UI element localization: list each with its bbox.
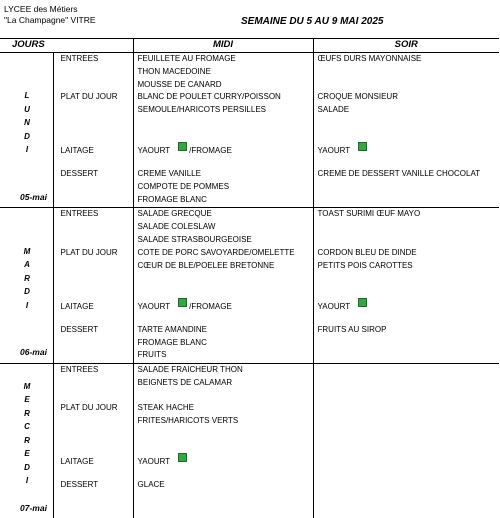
dish-item: PETITS POIS CAROTTES	[317, 260, 413, 270]
day-cell	[0, 53, 53, 208]
category-label: PLAT DU JOUR	[60, 247, 118, 257]
soir-cell	[313, 53, 499, 92]
category-cell	[53, 363, 133, 402]
dish-item: YAOURT	[137, 301, 171, 311]
midi-cell	[133, 247, 313, 298]
category-label: LAITAGE	[60, 146, 94, 156]
day-date: 06-mai	[20, 347, 47, 358]
day-letter: I	[25, 476, 29, 486]
dish-item: FRUITS	[137, 350, 167, 360]
category-cell	[53, 247, 133, 298]
midi-cell	[133, 298, 313, 324]
day-name	[22, 380, 32, 488]
category-label: ENTREES	[60, 209, 99, 219]
category-label: ENTREES	[60, 364, 99, 374]
category-label: PLAT DU JOUR	[60, 92, 118, 102]
dish-item: SALADE GRECQUE	[137, 209, 212, 219]
dish-item: CREME VANILLE	[137, 169, 201, 179]
day-letter: D	[24, 287, 30, 297]
dish-item: TARTE AMANDINE	[137, 324, 208, 334]
day-letter: I	[25, 300, 29, 310]
soir-cell	[313, 208, 499, 247]
column-header-jours: JOURS	[0, 39, 133, 53]
dish-item: YAOURT	[137, 146, 171, 156]
category-label: DESSERT	[60, 169, 99, 179]
column-header-midi: MIDI	[133, 39, 313, 53]
category-label: LAITAGE	[60, 301, 94, 311]
category-cell	[53, 53, 133, 92]
category-label: DESSERT	[60, 324, 99, 334]
day-letter: A	[24, 260, 30, 270]
dish-item: FROMAGE BLANC	[137, 194, 207, 204]
day-letter: I	[25, 145, 29, 155]
school-header	[4, 4, 96, 26]
day-letter: R	[24, 435, 30, 445]
dish-item: YAOURT	[317, 146, 351, 156]
organic-label-icon	[178, 298, 187, 307]
menu-table	[0, 38, 499, 518]
day-cell	[0, 208, 53, 363]
school-location: "La Champagne" VITRE	[4, 15, 96, 25]
midi-cell	[133, 479, 313, 518]
menu-row	[0, 298, 499, 324]
menu-row	[0, 208, 499, 247]
dish-item: CŒUR DE BLE/POELEE BRETONNE	[137, 260, 275, 270]
menu-row	[0, 91, 499, 142]
midi-cell	[133, 53, 313, 92]
dish-item: MOUSSE DE CANARD	[137, 79, 222, 89]
soir-cell	[313, 142, 499, 168]
school-name: LYCEE des Métiers	[4, 4, 78, 14]
organic-label-icon	[178, 453, 187, 462]
category-cell	[53, 453, 133, 479]
menu-row	[0, 453, 499, 479]
soir-cell	[313, 247, 499, 298]
soir-cell	[313, 298, 499, 324]
midi-cell	[133, 453, 313, 479]
midi-cell	[133, 402, 313, 453]
dish-item: YAOURT	[137, 456, 171, 466]
day-letter: M	[23, 381, 31, 391]
midi-cell	[133, 142, 313, 168]
day-letter: M	[23, 246, 31, 256]
day-letter: E	[24, 449, 30, 459]
day-letter: D	[24, 131, 30, 141]
dish-item: SALADE STRASBOURGEOISE	[137, 234, 252, 244]
category-cell	[53, 142, 133, 168]
midi-cell	[133, 208, 313, 247]
day-letter: E	[24, 395, 30, 405]
dish-item: THON MACEDOINE	[137, 66, 211, 76]
soir-cell	[313, 324, 499, 364]
menu-row	[0, 324, 499, 364]
dish-item: FRITES/HARICOTS VERTS	[137, 415, 239, 425]
dish-item: SEMOULE/HARICOTS PERSILLES	[137, 105, 266, 115]
dish-item: SALADE FRAICHEUR THON	[137, 364, 243, 374]
menu-row	[0, 142, 499, 168]
day-letter: N	[24, 118, 30, 128]
dish-item: FEUILLETE AU FROMAGE	[137, 54, 236, 63]
menu-row	[0, 363, 499, 402]
dish-item: ŒUFS DURS MAYONNAISE	[317, 54, 422, 63]
menu-row	[0, 479, 499, 518]
soir-cell	[313, 363, 499, 402]
day-letter: C	[24, 422, 30, 432]
dish-item: COMPOTE DE POMMES	[137, 182, 230, 192]
dish-item: BLANC DE POULET CURRY/POISSON	[137, 92, 281, 102]
category-cell	[53, 168, 133, 208]
dish-item: FROMAGE BLANC	[137, 337, 207, 347]
category-cell	[53, 479, 133, 518]
category-label: DESSERT	[60, 479, 99, 489]
day-cell	[0, 363, 53, 518]
category-cell	[53, 402, 133, 453]
day-date: 05-mai	[20, 192, 47, 202]
midi-cell	[133, 324, 313, 364]
column-header-soir: SOIR	[313, 39, 499, 53]
day-name	[22, 89, 32, 157]
soir-cell	[313, 479, 499, 518]
dish-item: YAOURT	[317, 301, 351, 311]
dish-item: /FROMAGE	[189, 301, 232, 311]
midi-cell	[133, 168, 313, 208]
soir-cell	[313, 453, 499, 479]
midi-cell	[133, 363, 313, 402]
dish-item: GLACE	[137, 479, 165, 489]
dish-item: FRUITS AU SIROP	[317, 324, 387, 334]
menu-title: SEMAINE DU 5 AU 9 MAI 2025	[241, 16, 384, 27]
dish-item: SALADE COLESLAW	[137, 222, 216, 232]
category-label: PLAT DU JOUR	[60, 402, 118, 412]
day-letter: L	[24, 91, 30, 101]
dish-item: /FROMAGE	[189, 146, 232, 156]
day-letter: D	[24, 462, 30, 472]
category-label: LAITAGE	[60, 456, 94, 466]
menu-row	[0, 402, 499, 453]
dish-item: TOAST SURIMI ŒUF MAYO	[317, 209, 421, 219]
menu-row	[0, 53, 499, 92]
category-cell	[53, 91, 133, 142]
dish-item: STEAK HACHE	[137, 402, 194, 412]
soir-cell	[313, 168, 499, 208]
midi-cell	[133, 91, 313, 142]
day-letter: U	[24, 104, 30, 114]
organic-label-icon	[178, 142, 187, 151]
menu-row	[0, 247, 499, 298]
column-header-row	[0, 39, 499, 53]
soir-cell	[313, 402, 499, 453]
day-letter: R	[24, 408, 30, 418]
soir-cell	[313, 91, 499, 142]
category-label: ENTREES	[60, 54, 99, 63]
category-cell	[53, 208, 133, 247]
organic-label-icon	[358, 142, 367, 151]
dish-item: CREME DE DESSERT VANILLE CHOCOLAT	[317, 169, 481, 179]
dish-item: BEIGNETS DE CALAMAR	[137, 377, 233, 387]
dish-item: SALADE	[317, 105, 350, 115]
organic-label-icon	[358, 298, 367, 307]
dish-item: COTE DE PORC SAVOYARDE/OMELETTE	[137, 247, 295, 257]
day-letter: R	[24, 273, 30, 283]
category-cell	[53, 298, 133, 324]
dish-item: CROQUE MONSIEUR	[317, 92, 398, 102]
day-name	[22, 245, 32, 313]
category-cell	[53, 324, 133, 364]
day-date: 07-mai	[20, 502, 47, 513]
menu-row	[0, 168, 499, 208]
dish-item: CORDON BLEU DE DINDE	[317, 247, 417, 257]
